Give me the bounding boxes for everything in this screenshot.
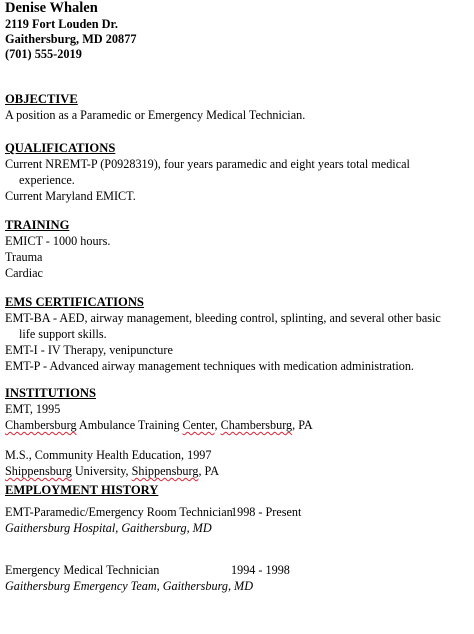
institution-degree: EMT, 1995 xyxy=(5,402,61,416)
school-name-part: Shippensburg xyxy=(5,464,72,478)
qualifications-heading: QUALIFICATIONS xyxy=(5,141,116,155)
training-section xyxy=(5,217,469,281)
school-city: Chambersburg xyxy=(220,418,293,432)
address-line-1: 2119 Fort Louden Dr. xyxy=(5,17,118,31)
phone-number: (701) 555-2019 xyxy=(5,47,82,61)
institutions-section xyxy=(5,385,469,479)
applicant-name: Denise Whalen xyxy=(5,0,98,16)
institutions-heading: INSTITUTIONS xyxy=(5,386,96,400)
institution-school xyxy=(5,463,469,479)
school-state: , PA xyxy=(198,464,219,478)
institution-school xyxy=(5,417,469,433)
job-role: EMT-Paramedic/Emergency Room Technician xyxy=(5,505,233,519)
objective-heading: OBJECTIVE xyxy=(5,92,78,106)
contact-header xyxy=(5,0,469,62)
ems-certifications-heading: EMS CERTIFICATIONS xyxy=(5,295,144,309)
training-heading: TRAINING xyxy=(5,218,70,232)
employment-history-heading: EMPLOYMENT HISTORY xyxy=(5,483,159,497)
address-line-2: Gaithersburg, MD 20877 xyxy=(5,32,137,46)
school-city: Shippensburg xyxy=(131,464,199,478)
job-entry xyxy=(5,562,469,578)
qualification-item-continued: experience. xyxy=(19,173,75,187)
objective-section xyxy=(5,91,469,123)
training-item: Cardiac xyxy=(5,266,43,280)
certification-item: EMT-I - IV Therapy, venipuncture xyxy=(5,343,173,357)
objective-text: A position as a Paramedic or Emergency Medical Technician. xyxy=(5,108,306,122)
school-name-part: Chambersburg xyxy=(5,418,77,432)
institution-degree: M.S., Community Health Education, 1997 xyxy=(5,448,212,462)
qualifications-section xyxy=(5,140,469,204)
school-name-part: Ambulance Training xyxy=(76,418,183,432)
certification-item: EMT-P - Advanced airway management techniques with medication administration. xyxy=(5,359,414,373)
certification-item: EMT-BA - AED, airway management, bleeding control, splinting, and several other basic xyxy=(5,311,441,325)
qualification-item: Current Maryland EMICT. xyxy=(5,189,136,203)
job-employer: Gaithersburg Hospital, Gaithersburg, MD xyxy=(5,521,212,535)
school-name-part: University, xyxy=(71,464,132,478)
certification-item-continued: life support skills. xyxy=(19,327,107,341)
school-name-part: , xyxy=(214,418,221,432)
qualification-item: Current NREMT-P (P0928319), four years paramedic and eight years total medical xyxy=(5,157,410,171)
ems-certifications-section xyxy=(5,294,469,374)
resume-page xyxy=(5,0,469,594)
school-state: , PA xyxy=(292,418,313,432)
job-dates: 1994 - 1998 xyxy=(231,563,290,577)
job-employer: Gaithersburg Emergency Team, Gaithersburg, MD xyxy=(5,579,254,593)
training-item: Trauma xyxy=(5,250,43,264)
school-name-part: Center xyxy=(182,418,215,432)
training-item: EMICT - 1000 hours. xyxy=(5,234,111,248)
employment-history-section xyxy=(5,482,469,594)
job-dates: 1998 - Present xyxy=(231,505,302,519)
job-role: Emergency Medical Technician xyxy=(5,563,160,577)
job-entry xyxy=(5,504,469,520)
